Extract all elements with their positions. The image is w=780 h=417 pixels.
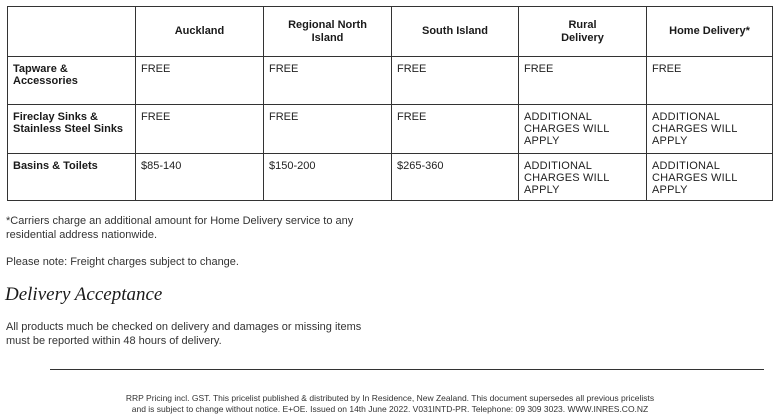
table-cell: FREE bbox=[647, 57, 773, 105]
header-home-delivery: Home Delivery* bbox=[647, 7, 773, 57]
table-row bbox=[8, 57, 773, 105]
delivery-acceptance-heading: Delivery Acceptance bbox=[5, 284, 163, 305]
freight-table bbox=[7, 6, 773, 201]
table-cell: $265-360 bbox=[392, 154, 519, 201]
footer-line-2: and is subject to change without notice. E+OE. Issued on 14th June 2022. V031INTD-PR. Telephone: 09 309 3023. WWW.INRES.CO.NZ bbox=[131, 404, 649, 414]
table-cell: FREE bbox=[264, 57, 392, 105]
row-label: Tapware & Accessories bbox=[8, 57, 136, 105]
footer bbox=[0, 393, 780, 415]
table-cell: ADDITIONAL CHARGES WILL APPLY bbox=[647, 105, 773, 154]
header-south-island: South Island bbox=[392, 7, 519, 57]
table-cell: $150-200 bbox=[264, 154, 392, 201]
freight-note: Please note: Freight charges subject to change. bbox=[6, 256, 239, 268]
table-cell: FREE bbox=[392, 57, 519, 105]
table-cell: FREE bbox=[136, 57, 264, 105]
footer-line-1: RRP Pricing incl. GST. This pricelist published & distributed by In Residence, New Zealand. This document supersedes all previous pricelists bbox=[125, 393, 655, 403]
table-cell: $85-140 bbox=[136, 154, 264, 201]
header-rural-delivery: Rural Delivery bbox=[519, 7, 647, 57]
table-cell: FREE bbox=[264, 105, 392, 154]
header-auckland: Auckland bbox=[136, 7, 264, 57]
table-row bbox=[8, 154, 773, 201]
table-row bbox=[8, 105, 773, 154]
table-header-row bbox=[8, 7, 773, 57]
table-cell: FREE bbox=[136, 105, 264, 154]
table-cell: ADDITIONAL CHARGES WILL APPLY bbox=[519, 154, 647, 201]
table-cell: ADDITIONAL CHARGES WILL APPLY bbox=[647, 154, 773, 201]
table-cell: ADDITIONAL CHARGES WILL APPLY bbox=[519, 105, 647, 154]
delivery-acceptance-body: All products much be checked on delivery and damages or missing items must be reported within 48 hours of delivery. bbox=[6, 321, 362, 347]
row-label: Fireclay Sinks & Stainless Steel Sinks bbox=[8, 105, 136, 154]
table-cell: FREE bbox=[392, 105, 519, 154]
footer-divider bbox=[50, 369, 764, 370]
header-regional-north-island: Regional North Island bbox=[264, 7, 392, 57]
row-label: Basins & Toilets bbox=[8, 154, 136, 201]
header-blank bbox=[8, 7, 136, 57]
carriers-note: *Carriers charge an additional amount for Home Delivery service to any residential address nationwide. bbox=[6, 215, 354, 241]
table-cell: FREE bbox=[519, 57, 647, 105]
